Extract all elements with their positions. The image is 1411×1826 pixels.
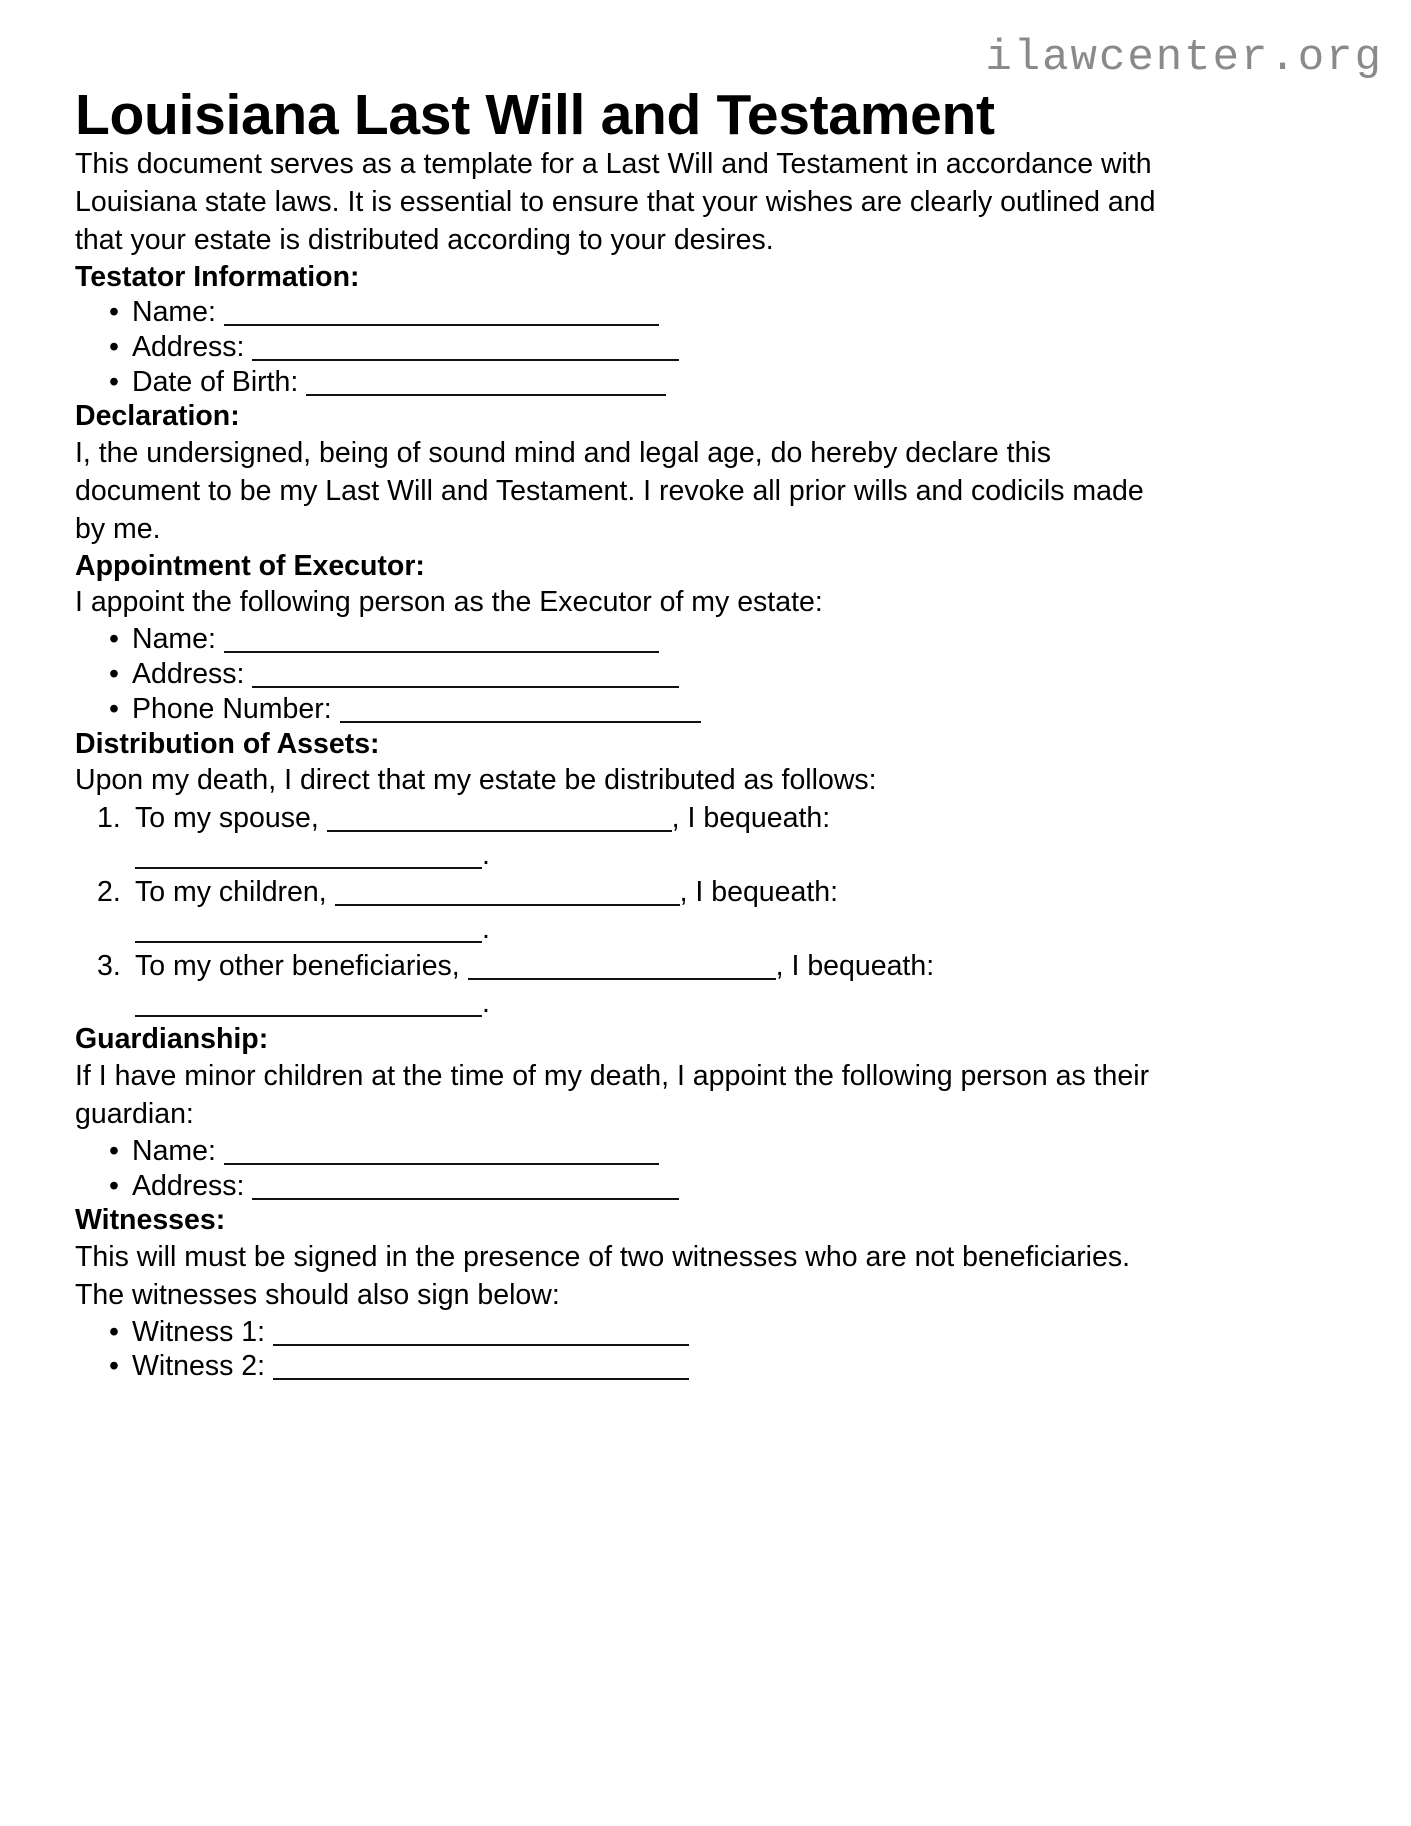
testator-field-list bbox=[75, 295, 1255, 399]
distribution-lead-children: To my children, bbox=[135, 876, 327, 909]
field-label-name: Name: bbox=[132, 296, 216, 329]
distribution-lead-spouse: To my spouse, bbox=[135, 802, 319, 835]
list-item bbox=[75, 874, 1015, 948]
section-heading-guardianship: Guardianship: bbox=[75, 1023, 269, 1056]
blank-line-exec-name[interactable] bbox=[224, 632, 659, 653]
intro-paragraph: This document serves as a template for a Last Will and Testament in accordance with Louisiana state laws. It is essential to ensure that your wishes are clearly outlined and that your estate is distributed according to your desires. bbox=[75, 147, 1156, 256]
page-title: Louisiana Last Will and Testament bbox=[75, 83, 995, 147]
list-item bbox=[75, 1169, 1255, 1204]
list-item bbox=[75, 1134, 1255, 1169]
field-label-guardian-address: Address: bbox=[132, 1169, 245, 1202]
guardianship-field-list bbox=[75, 1134, 1255, 1204]
blank-line-witness-1[interactable] bbox=[273, 1325, 689, 1346]
blank-line-address[interactable] bbox=[252, 340, 679, 361]
field-label-exec-phone: Phone Number: bbox=[132, 692, 332, 725]
blank-line-exec-address[interactable] bbox=[252, 667, 679, 688]
witnesses-paragraph: This will must be signed in the presence of two witnesses who are not beneficiaries. The witnesses should also sign below: bbox=[75, 1240, 1131, 1311]
blank-line-witness-2[interactable] bbox=[273, 1359, 689, 1380]
field-label-guardian-name: Name: bbox=[132, 1134, 216, 1167]
field-label-witness-2: Witness 2: bbox=[132, 1350, 266, 1383]
list-item bbox=[75, 330, 1255, 365]
distribution-lead-other: To my other beneficiaries, bbox=[135, 950, 460, 983]
distribution-tail-other: , I bequeath: bbox=[775, 950, 935, 983]
distribution-end-spouse: . bbox=[482, 839, 490, 872]
field-label-exec-name: Name: bbox=[132, 623, 216, 656]
blank-line-other-bequest[interactable] bbox=[135, 996, 482, 1017]
section-heading-testator: Testator Information: bbox=[75, 260, 360, 293]
field-label-witness-1: Witness 1: bbox=[132, 1315, 266, 1348]
field-label-address: Address: bbox=[132, 330, 245, 363]
section-heading-declaration: Declaration: bbox=[75, 400, 240, 433]
blank-line-spouse-bequest[interactable] bbox=[135, 848, 482, 869]
distribution-end-children: . bbox=[482, 913, 490, 946]
guardianship-paragraph: If I have minor children at the time of my death, I appoint the following person as their guardian: bbox=[75, 1059, 1150, 1130]
distribution-tail-children: , I bequeath: bbox=[679, 876, 839, 909]
field-label-exec-address: Address: bbox=[132, 658, 245, 691]
list-item bbox=[75, 1315, 1255, 1350]
section-heading-distribution: Distribution of Assets: bbox=[75, 727, 380, 760]
executor-paragraph: I appoint the following person as the Executor of my estate: bbox=[75, 586, 823, 619]
executor-field-list bbox=[75, 622, 1255, 726]
blank-line-guardian-address[interactable] bbox=[252, 1179, 679, 1200]
declaration-paragraph: I, the undersigned, being of sound mind and legal age, do hereby declare this document to be my Last Will and Testament. I revoke all prior wills and codicils made by me. bbox=[75, 437, 1144, 545]
list-item bbox=[75, 948, 1015, 1022]
list-item bbox=[75, 295, 1255, 330]
distribution-paragraph: Upon my death, I direct that my estate be distributed as follows: bbox=[75, 764, 877, 797]
blank-line-exec-phone[interactable] bbox=[340, 702, 701, 723]
field-label-dob: Date of Birth: bbox=[132, 365, 299, 398]
blank-line-guardian-name[interactable] bbox=[224, 1144, 659, 1165]
blank-line-children-bequest[interactable] bbox=[135, 922, 482, 943]
section-heading-witnesses: Witnesses: bbox=[75, 1204, 226, 1237]
list-item bbox=[75, 1349, 1255, 1384]
section-heading-executor: Appointment of Executor: bbox=[75, 549, 425, 582]
list-item bbox=[75, 657, 1255, 692]
blank-line-children[interactable] bbox=[335, 885, 680, 906]
blank-line-spouse[interactable] bbox=[327, 811, 672, 832]
distribution-tail-spouse: , I bequeath: bbox=[671, 802, 831, 835]
blank-line-other[interactable] bbox=[468, 959, 776, 980]
list-item bbox=[75, 692, 1255, 727]
blank-line-name[interactable] bbox=[224, 305, 659, 326]
list-item bbox=[75, 800, 1015, 874]
witnesses-field-list bbox=[75, 1315, 1255, 1385]
list-item bbox=[75, 622, 1255, 657]
distribution-end-other: . bbox=[482, 987, 490, 1020]
list-item bbox=[75, 365, 1255, 400]
document-content bbox=[75, 0, 1255, 1384]
blank-line-dob[interactable] bbox=[306, 375, 666, 396]
site-watermark: ilawcenter.org bbox=[985, 33, 1383, 83]
distribution-list bbox=[75, 800, 1255, 1022]
